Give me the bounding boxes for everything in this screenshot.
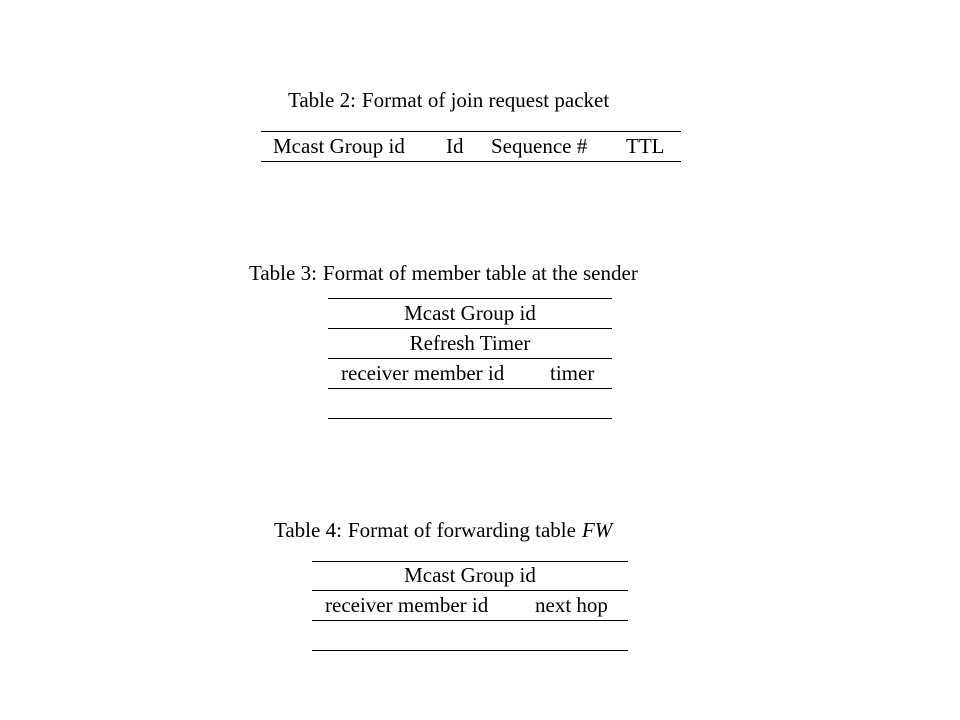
table3-caption xyxy=(249,261,638,285)
table2-col-sequence: Sequence # xyxy=(491,134,588,158)
table4-cell-receiver-member-id: receiver member id xyxy=(325,593,489,617)
table4-rule-1 xyxy=(312,590,628,591)
table4-caption xyxy=(274,518,612,542)
table2-caption-label: Table 2: xyxy=(288,88,356,112)
table3-rule-3 xyxy=(328,388,612,389)
table3-caption-text: Format of member table at the sender xyxy=(322,261,638,285)
table3-row-refresh-timer: Refresh Timer xyxy=(409,331,531,355)
table3-rule-2 xyxy=(328,358,612,359)
table4-caption-text: Format of forwarding table xyxy=(347,518,576,542)
table3-cell-timer: timer xyxy=(550,361,595,385)
table3-caption-label: Table 3: xyxy=(249,261,317,285)
table3-bottom-rule xyxy=(328,418,612,419)
table4-caption-label: Table 4: xyxy=(274,518,342,542)
table3-row-group-id: Mcast Group id xyxy=(404,301,536,325)
table4-row-group-id: Mcast Group id xyxy=(404,563,536,587)
table4-rule-2 xyxy=(312,620,628,621)
table2-bottom-rule xyxy=(261,161,681,162)
table4-cell-next-hop: next hop xyxy=(535,593,608,617)
table4-top-rule xyxy=(312,561,628,562)
table4-caption-symbol: FW xyxy=(581,518,613,542)
table2-caption-text: Format of join request packet xyxy=(361,88,610,112)
table3-cell-receiver-member-id: receiver member id xyxy=(341,361,505,385)
table2-col-id: Id xyxy=(446,134,464,158)
table2-top-rule xyxy=(261,131,681,132)
table2-col-ttl: TTL xyxy=(626,134,665,158)
table2-col-mcast-group-id: Mcast Group id xyxy=(273,134,405,158)
table3-top-rule xyxy=(328,298,612,299)
table3-rule-1 xyxy=(328,328,612,329)
table2-caption xyxy=(288,88,609,112)
table4-bottom-rule xyxy=(312,650,628,651)
